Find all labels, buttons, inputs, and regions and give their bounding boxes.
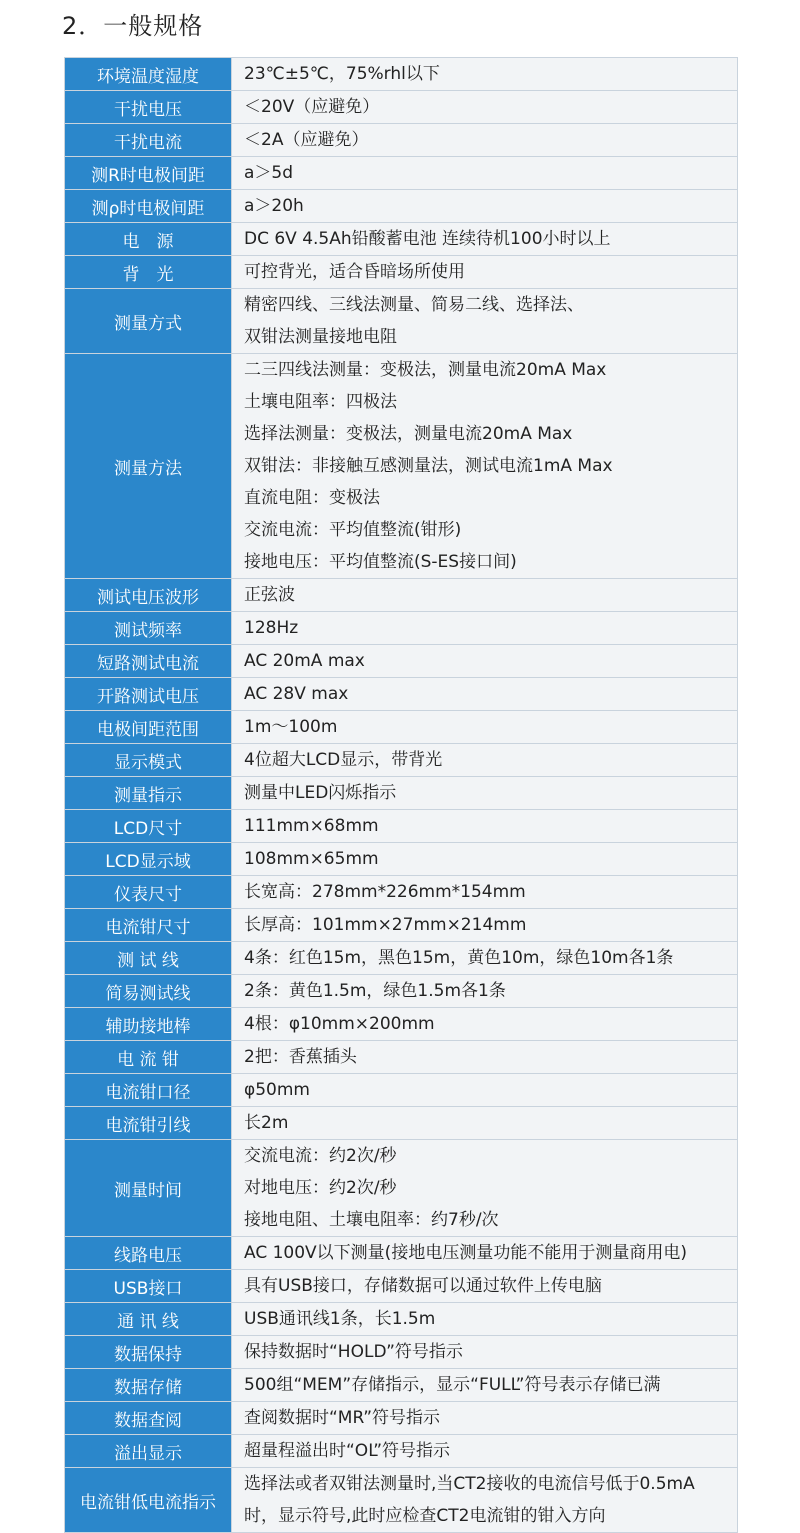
spec-value-line: ＜2A（应避免） (244, 130, 369, 150)
spec-row (65, 876, 738, 909)
spec-value (232, 1237, 738, 1270)
spec-value-line: 正弦波 (244, 585, 295, 605)
spec-row (65, 678, 738, 711)
spec-label: 测R时电极间距 (65, 157, 232, 190)
spec-value (232, 1303, 738, 1336)
spec-value-line: 保持数据时“HOLD”符号指示 (244, 1342, 463, 1362)
spec-label: LCD显示域 (65, 843, 232, 876)
spec-label: 测ρ时电极间距 (65, 190, 232, 223)
spec-row (65, 190, 738, 223)
spec-row (65, 1435, 738, 1468)
spec-value-line: 108mm×65mm (244, 849, 379, 869)
spec-label: 辅助接地棒 (65, 1008, 232, 1041)
spec-value-line: 500组“MEM”存储指示，显示“FULL”符号表示存储已满 (244, 1375, 661, 1395)
spec-table-body (65, 58, 738, 1533)
spec-value (232, 975, 738, 1008)
spec-row (65, 256, 738, 289)
spec-label: 背 光 (65, 256, 232, 289)
spec-value-line: 2把：香蕉插头 (244, 1047, 357, 1067)
spec-label: 显示模式 (65, 744, 232, 777)
spec-label: 干扰电压 (65, 91, 232, 124)
spec-label: 简易测试线 (65, 975, 232, 1008)
spec-value-line: 测量中LED闪烁指示 (244, 783, 397, 803)
spec-row (65, 354, 738, 579)
spec-value-line: 111mm×68mm (244, 816, 379, 836)
spec-row (65, 1237, 738, 1270)
spec-row (65, 1107, 738, 1140)
spec-row (65, 1074, 738, 1107)
spec-value-line: φ50mm (244, 1080, 310, 1100)
spec-value (232, 678, 738, 711)
spec-value (232, 1369, 738, 1402)
spec-label: 测 试 线 (65, 942, 232, 975)
spec-value (232, 810, 738, 843)
spec-value-line: 2条：黄色1.5m，绿色1.5m各1条 (244, 981, 506, 1001)
spec-label: 线路电压 (65, 1237, 232, 1270)
spec-label: 电流钳引线 (65, 1107, 232, 1140)
spec-row (65, 810, 738, 843)
spec-value-line: 交流电流：约2次/秒 (244, 1146, 397, 1166)
spec-value (232, 354, 738, 579)
spec-row (65, 645, 738, 678)
spec-value-line: 1m～100m (244, 717, 338, 737)
spec-value-line: 超量程溢出时“OL”符号指示 (244, 1441, 451, 1461)
spec-value-line: 选择法或者双钳法测量时,当CT2接收的电流信号低于0.5mA (244, 1474, 695, 1494)
spec-value-line: 双钳法：非接触互感测量法，测试电流1mA Max (244, 456, 613, 476)
spec-label: 溢出显示 (65, 1435, 232, 1468)
spec-row (65, 843, 738, 876)
spec-row (65, 289, 738, 354)
spec-label: 数据保持 (65, 1336, 232, 1369)
spec-row (65, 777, 738, 810)
spec-value (232, 223, 738, 256)
spec-value (232, 157, 738, 190)
spec-value-line: 长厚高：101mm×27mm×214mm (244, 915, 527, 935)
spec-value-line: 精密四线、三线法测量、简易二线、选择法、 (244, 295, 584, 315)
spec-value (232, 1008, 738, 1041)
spec-label: 电极间距范围 (65, 711, 232, 744)
spec-label: 开路测试电压 (65, 678, 232, 711)
spec-value (232, 843, 738, 876)
spec-value-line: 双钳法测量接地电阻 (244, 327, 397, 347)
spec-value (232, 1107, 738, 1140)
spec-value-line: 可控背光，适合昏暗场所使用 (244, 262, 465, 282)
spec-row (65, 1369, 738, 1402)
spec-value (232, 579, 738, 612)
spec-label: 环境温度湿度 (65, 58, 232, 91)
spec-row (65, 223, 738, 256)
spec-label: 通 讯 线 (65, 1303, 232, 1336)
spec-value (232, 256, 738, 289)
spec-value-line: 时，显示符号,此时应检查CT2电流钳的钳入方向 (244, 1506, 606, 1526)
spec-value (232, 1336, 738, 1369)
spec-value (232, 876, 738, 909)
spec-row (65, 909, 738, 942)
spec-row (65, 157, 738, 190)
spec-value (232, 1270, 738, 1303)
section-heading: 2．一般规格 (62, 12, 204, 40)
spec-value (232, 1041, 738, 1074)
spec-value-line: AC 28V max (244, 684, 349, 704)
spec-value-line: 128Hz (244, 618, 299, 638)
spec-value-line: 4根：φ10mm×200mm (244, 1014, 435, 1034)
spec-label: 测量方法 (65, 354, 232, 579)
spec-value-line: 23℃±5℃，75%rhl以下 (244, 64, 440, 84)
spec-value-line: 对地电压：约2次/秒 (244, 1178, 397, 1198)
spec-label: 电流钳低电流指示 (65, 1468, 232, 1533)
spec-label: 电流钳口径 (65, 1074, 232, 1107)
spec-value (232, 909, 738, 942)
spec-row (65, 1336, 738, 1369)
spec-row (65, 58, 738, 91)
spec-row (65, 1008, 738, 1041)
spec-value (232, 1402, 738, 1435)
spec-label: 仪表尺寸 (65, 876, 232, 909)
spec-value (232, 612, 738, 645)
spec-label: 数据查阅 (65, 1402, 232, 1435)
spec-label: 测量方式 (65, 289, 232, 354)
spec-label: 测试频率 (65, 612, 232, 645)
spec-label: 测量指示 (65, 777, 232, 810)
spec-value (232, 124, 738, 157)
spec-value (232, 1140, 738, 1237)
spec-row (65, 1041, 738, 1074)
spec-row (65, 124, 738, 157)
spec-value-line: 直流电阻：变极法 (244, 488, 380, 508)
spec-value (232, 942, 738, 975)
spec-value-line: 长宽高：278mm*226mm*154mm (244, 882, 526, 902)
spec-value-line: 接地电阻、土壤电阻率：约7秒/次 (244, 1210, 499, 1230)
spec-label: 电 流 钳 (65, 1041, 232, 1074)
spec-row (65, 942, 738, 975)
spec-value-line: 选择法测量：变极法，测量电流20mA Max (244, 424, 573, 444)
spec-value-line: 接地电压：平均值整流(S-ES接口间) (244, 552, 517, 572)
spec-value (232, 1435, 738, 1468)
spec-row (65, 711, 738, 744)
spec-value (232, 711, 738, 744)
spec-value (232, 744, 738, 777)
spec-value-line: a＞20h (244, 196, 304, 216)
spec-row (65, 1468, 738, 1533)
spec-row (65, 744, 738, 777)
spec-row (65, 1270, 738, 1303)
spec-row (65, 612, 738, 645)
spec-row (65, 975, 738, 1008)
spec-value-line: 4位超大LCD显示，带背光 (244, 750, 443, 770)
spec-value (232, 1468, 738, 1533)
spec-row (65, 91, 738, 124)
spec-label: LCD尺寸 (65, 810, 232, 843)
spec-row (65, 1303, 738, 1336)
spec-value-line: 二三四线法测量：变极法，测量电流20mA Max (244, 360, 607, 380)
spec-label: 测试电压波形 (65, 579, 232, 612)
spec-value-line: a＞5d (244, 163, 294, 183)
spec-value-line: 土壤电阻率：四极法 (244, 392, 397, 412)
spec-value-line: AC 100V以下测量(接地电压测量功能不能用于测量商用电) (244, 1243, 687, 1263)
spec-value-line: USB通讯线1条，长1.5m (244, 1309, 436, 1329)
spec-value (232, 190, 738, 223)
spec-value-line: 查阅数据时“MR”符号指示 (244, 1408, 441, 1428)
spec-label: 测量时间 (65, 1140, 232, 1237)
spec-value (232, 91, 738, 124)
spec-row (65, 1140, 738, 1237)
spec-value (232, 58, 738, 91)
spec-value-line: DC 6V 4.5Ah铅酸蓄电池 连续待机100小时以上 (244, 229, 611, 249)
spec-label: USB接口 (65, 1270, 232, 1303)
spec-value-line: 4条：红色15m，黑色15m，黄色10m，绿色10m各1条 (244, 948, 674, 968)
spec-value-line: 交流电流：平均值整流(钳形) (244, 520, 462, 540)
spec-value (232, 289, 738, 354)
spec-value-line: 长2m (244, 1113, 289, 1133)
spec-label: 电 源 (65, 223, 232, 256)
spec-value (232, 1074, 738, 1107)
spec-label: 电流钳尺寸 (65, 909, 232, 942)
spec-row (65, 579, 738, 612)
spec-value-line: 具有USB接口，存储数据可以通过软件上传电脑 (244, 1276, 602, 1296)
spec-label: 干扰电流 (65, 124, 232, 157)
spec-value (232, 645, 738, 678)
spec-value (232, 777, 738, 810)
spec-label: 数据存储 (65, 1369, 232, 1402)
spec-row (65, 1402, 738, 1435)
spec-value-line: AC 20mA max (244, 651, 365, 671)
spec-label: 短路测试电流 (65, 645, 232, 678)
spec-table (64, 57, 738, 1533)
spec-value-line: ＜20V（应避免） (244, 97, 380, 117)
